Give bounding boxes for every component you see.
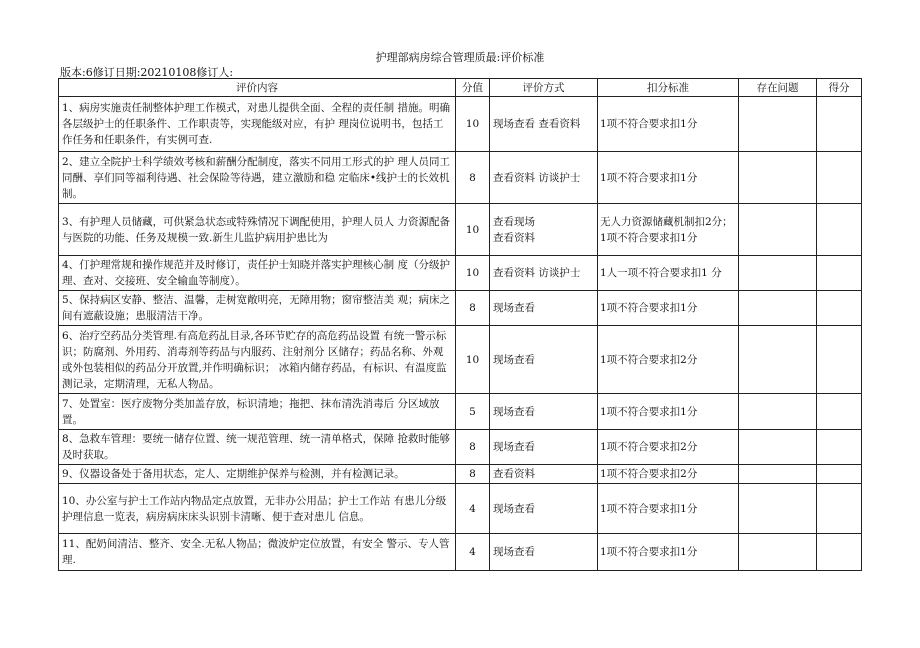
- row-score: 4: [456, 484, 490, 534]
- row-points: [817, 204, 862, 256]
- row-issues: [739, 394, 817, 430]
- row-deduction: 1项不符合要求扣1分: [598, 152, 739, 204]
- header-points: 得分: [817, 79, 862, 97]
- row-deduction: 1项不符合要求扣1分: [598, 534, 739, 571]
- row-score: 10: [456, 97, 490, 152]
- row-issues: [739, 430, 817, 465]
- version-info: 版本:6修订日期:20210108修订人:: [60, 66, 234, 79]
- row-issues: [739, 291, 817, 326]
- table-row: [59, 97, 862, 152]
- row-method: 查看现场 查看资料: [490, 204, 598, 256]
- row-method: 现场查看: [490, 394, 598, 430]
- table-row: [59, 430, 862, 465]
- row-issues: [739, 204, 817, 256]
- row-deduction: 1项不符合要求扣1分: [598, 394, 739, 430]
- row-method: 现场查看: [490, 484, 598, 534]
- row-deduction: 1项不符合要求扣2分: [598, 326, 739, 394]
- row-score: 5: [456, 394, 490, 430]
- row-points: [817, 430, 862, 465]
- row-points: [817, 534, 862, 571]
- row-issues: [739, 256, 817, 291]
- row-issues: [739, 152, 817, 204]
- table-row: [59, 484, 862, 534]
- row-score: 8: [456, 430, 490, 465]
- row-points: [817, 152, 862, 204]
- evaluation-table: [58, 78, 862, 571]
- table-row: [59, 465, 862, 484]
- row-content: 1、病房实施责任制整体护理工作模式，对患儿提供全面、全程的责任制 措施。明确各层级护士的任职条件、工作职责等，实现能级对应，有护 理岗位说明书，包括工作任务和任职条件，有实例可查.: [59, 97, 456, 152]
- table-row: [59, 291, 862, 326]
- row-points: [817, 465, 862, 484]
- row-points: [817, 291, 862, 326]
- row-deduction: 1项不符合要求扣2分: [598, 430, 739, 465]
- header-deduction: 扣分标准: [598, 79, 739, 97]
- table-row: [59, 256, 862, 291]
- row-method: 现场查看: [490, 534, 598, 571]
- row-content: 9、仪器设备处于备用状态，定人、定期维护保养与检测，并有检测记录。: [59, 465, 456, 484]
- header-method: 评价方式: [490, 79, 598, 97]
- row-content: 3、有护理人员储藏，可供紧急状态或特殊情况下调配使用，护理人员人 力资源配备与医院的功能、任务及规模一致.新生儿监护病用护患比为: [59, 204, 456, 256]
- table-row: [59, 326, 862, 394]
- table-row: [59, 534, 862, 571]
- row-score: 8: [456, 291, 490, 326]
- row-points: [817, 326, 862, 394]
- table-row: [59, 394, 862, 430]
- header-content: 评价内容: [59, 79, 456, 97]
- row-method: 现场查看: [490, 326, 598, 394]
- document-title: 护理部病房综合管理质最:评价标准: [375, 51, 545, 64]
- row-content: 8、急救车管理：要统一储存位置、统一规范管理、统一清单格式，保障 抢救时能够及时获取。: [59, 430, 456, 465]
- row-content: 7、处置室：医疗废物分类加盖存放，标识清地；拖把、抹布清洗消毒后 分区域放置。: [59, 394, 456, 430]
- row-score: 8: [456, 152, 490, 204]
- row-issues: [739, 465, 817, 484]
- row-points: [817, 394, 862, 430]
- row-score: 10: [456, 256, 490, 291]
- header-score: 分值: [456, 79, 490, 97]
- row-score: 10: [456, 204, 490, 256]
- row-content: 11、配奶间清洁、整齐、安全.无私人物品；微波炉定位放置，有安全 警示、专人管理.: [59, 534, 456, 571]
- row-deduction: 1项不符合要求扣1分: [598, 97, 739, 152]
- row-issues: [739, 534, 817, 571]
- row-deduction: 1项不符合要求扣1分: [598, 291, 739, 326]
- row-score: 10: [456, 326, 490, 394]
- row-points: [817, 256, 862, 291]
- row-method: 现场查看: [490, 430, 598, 465]
- row-issues: [739, 326, 817, 394]
- row-deduction: 无人力资源储藏机制扣2分；1项不符合要求扣1分: [598, 204, 739, 256]
- row-content: 6、治疗空药品分类管理.有高危药乩目录,各环节贮存的高危药品设置 有统一警示标识；防腐剂、外用药、消毒剂等药品与内服药、注射剂分 区储存；药品名称、外观或外包装相似的药品分开放置,并作明确标识； 冰箱内储存药品，有标识、有温度监测记录，定期清理，无私人物品。: [59, 326, 456, 394]
- row-method: 现场查看 查看资料: [490, 97, 598, 152]
- table-header-row: [59, 79, 862, 97]
- row-issues: [739, 97, 817, 152]
- row-method: 查看资料: [490, 465, 598, 484]
- row-content: 2、建立全院护士科学绩效考核和薪酬分配制度，落实不同用工形式的护 理人员同工同酬、享们同等福利待遇、社会保险等待遇，建立激励和稳 定临床•线护士的长效机制。: [59, 152, 456, 204]
- row-issues: [739, 484, 817, 534]
- row-score: 4: [456, 534, 490, 571]
- row-method: 现场查看: [490, 291, 598, 326]
- row-method: 查看资料 访谈护士: [490, 256, 598, 291]
- row-points: [817, 484, 862, 534]
- row-points: [817, 97, 862, 152]
- table-row: [59, 204, 862, 256]
- row-content: 5、保持病区安静、整洁、温馨，走树宽敞明亮，无障用物；窗帘整洁美 观；病床之间有遮蔽设施；患服清洁干净。: [59, 291, 456, 326]
- row-method: 查看资料 访谈护士: [490, 152, 598, 204]
- row-deduction: 1项不符合要求扣2分: [598, 465, 739, 484]
- row-deduction: 1项不符合要求扣1分: [598, 484, 739, 534]
- row-score: 8: [456, 465, 490, 484]
- row-deduction: 1人一项不符合要求扣1 分: [598, 256, 739, 291]
- header-issues: 存在问题: [739, 79, 817, 97]
- table-row: [59, 152, 862, 204]
- row-content: 4、仃护理常规和操作规范并及时修订，责任护士知晓并落实护理核心制 度（分级护理、查对、交接班、安全输血等制度）。: [59, 256, 456, 291]
- row-content: 10、办公室与护士工作站内物品定点放置，无非办公用品；护士工作站 有患儿分级护理信息一览表，病房病床床头识别卡清晰、便于查对患儿 信息。: [59, 484, 456, 534]
